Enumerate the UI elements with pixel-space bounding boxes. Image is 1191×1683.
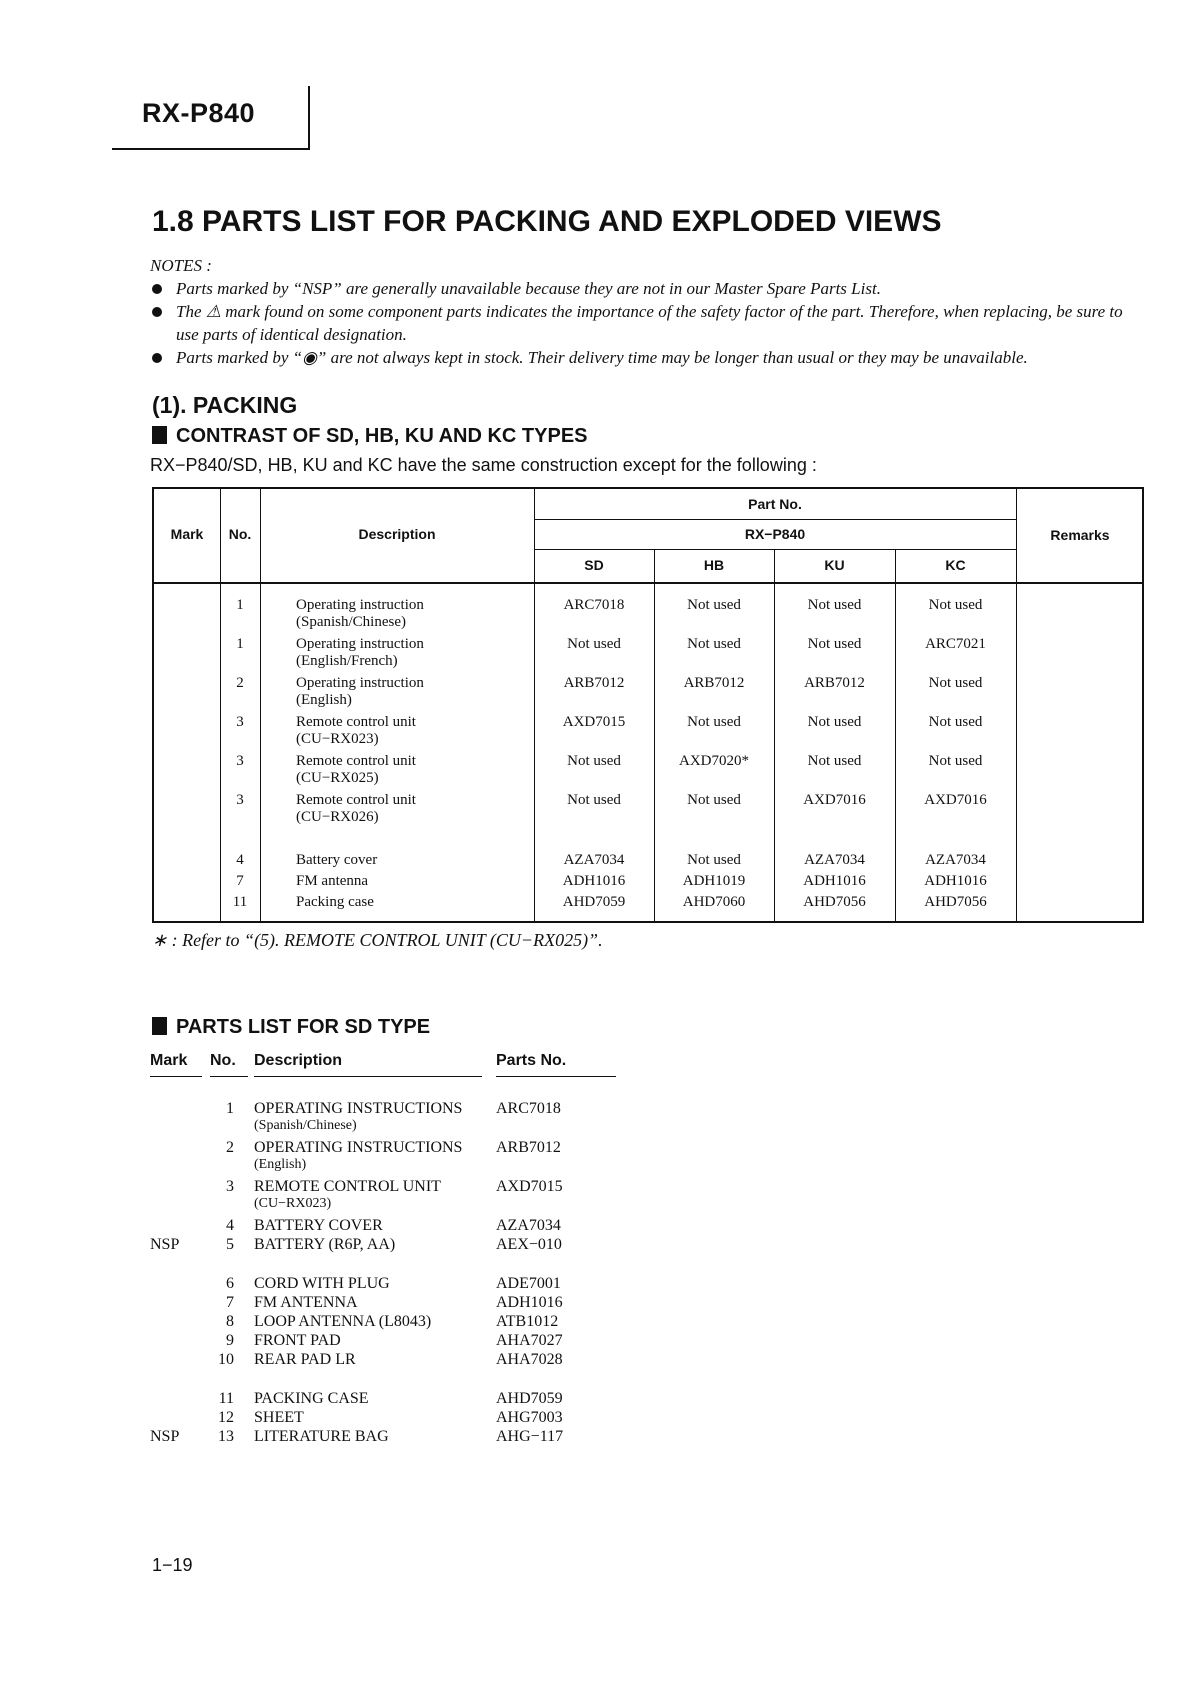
item-no: 8: [226, 1313, 234, 1330]
item-no: 12: [218, 1409, 234, 1426]
desc-line: Operating instruction: [296, 636, 424, 652]
cell-description: Packing case: [296, 894, 374, 910]
sd-header-no: No.: [210, 1052, 248, 1077]
cell-hb: ARB7012: [683, 675, 745, 691]
item-description: [254, 1177, 494, 1212]
cell-no: 1: [236, 636, 244, 652]
item-part-no: AHA7028: [496, 1351, 563, 1368]
notes-label: NOTES :: [150, 256, 212, 275]
item-no: 5: [226, 1236, 234, 1253]
item-part-no: ADH1016: [496, 1294, 563, 1311]
cell-no: 11: [232, 894, 248, 910]
bullet-icon: [152, 353, 162, 363]
cell-description: [296, 753, 526, 787]
item-part-no: ARC7018: [496, 1100, 561, 1117]
square-bullet-icon: [152, 1017, 167, 1035]
item-desc-sub: (English): [254, 1157, 307, 1172]
table-row: [154, 894, 1142, 914]
model-title: RX-P840: [142, 98, 256, 128]
header-kc: KC: [945, 557, 966, 573]
item-part-no: AZA7034: [496, 1217, 561, 1234]
cell-kc: AHD7056: [924, 894, 987, 910]
item-part-no: ARB7012: [496, 1139, 561, 1156]
item-no: 4: [226, 1217, 234, 1234]
list-item: [150, 1293, 620, 1312]
table-row: [154, 675, 1142, 711]
header-sd: SD: [584, 557, 604, 573]
cell-description: [296, 636, 526, 670]
item-part-no: ADE7001: [496, 1275, 561, 1292]
item-no: 13: [218, 1428, 234, 1445]
cell-description: Battery cover: [296, 852, 378, 868]
item-part-no: AEX−010: [496, 1236, 562, 1253]
item-desc-line: OPERATING INSTRUCTIONS: [254, 1100, 463, 1117]
item-description: LITERATURE BAG: [254, 1428, 389, 1445]
contrast-heading-text: CONTRAST OF SD, HB, KU AND KC TYPES: [176, 425, 588, 447]
cell-sd: ARB7012: [563, 675, 625, 691]
header-part-no: Part No.: [748, 496, 802, 512]
desc-line: Operating instruction: [296, 675, 424, 691]
cell-no: 3: [236, 753, 244, 769]
cell-no: 4: [236, 852, 244, 868]
item-description: BATTERY COVER: [254, 1217, 383, 1234]
cell-sd: AXD7015: [562, 714, 626, 730]
desc-sub: (English/French): [296, 653, 398, 669]
item-description: BATTERY (R6P, AA): [254, 1236, 396, 1253]
cell-description: [296, 714, 526, 748]
header-no: No.: [228, 526, 252, 542]
cell-kc: Not used: [928, 714, 983, 730]
item-part-no: AHA7027: [496, 1332, 563, 1349]
note-text: Parts marked by “◉” are not always kept in stock. Their delivery time may be longer than usual or they may be unavailable.: [176, 348, 1028, 367]
item-part-no: AHD7059: [496, 1390, 563, 1407]
header-model: RX−P840: [744, 526, 806, 542]
table-divider: [534, 549, 1016, 550]
item-description: [254, 1099, 494, 1134]
cell-kc: Not used: [928, 675, 983, 691]
item-description: CORD WITH PLUG: [254, 1275, 390, 1292]
cell-hb: Not used: [687, 792, 741, 808]
list-item: [150, 1099, 620, 1135]
note-item: [150, 277, 1140, 300]
header-ku: KU: [824, 557, 845, 573]
cell-ku: Not used: [807, 636, 862, 652]
desc-sub: (CU−RX023): [296, 731, 379, 747]
list-item: [150, 1427, 620, 1446]
section-title: 1.8 PARTS LIST FOR PACKING AND EXPLODED VIEWS: [152, 205, 942, 238]
item-description: PACKING CASE: [254, 1390, 369, 1407]
bullet-icon: [152, 284, 162, 294]
cell-kc: ADH1016: [924, 873, 987, 889]
list-item: [150, 1138, 620, 1174]
list-item: [150, 1408, 620, 1427]
cell-ku: ARB7012: [804, 675, 865, 691]
cell-no: 7: [236, 873, 244, 889]
item-no: 9: [226, 1332, 234, 1349]
item-mark: NSP: [150, 1236, 180, 1253]
item-no: 2: [226, 1139, 234, 1156]
contrast-heading: [152, 425, 588, 448]
item-no: 11: [218, 1390, 234, 1407]
cell-hb: AXD7020*: [679, 753, 749, 769]
cell-description: [296, 792, 526, 826]
list-item: [150, 1177, 620, 1213]
item-description: SHEET: [254, 1409, 304, 1426]
cell-description: FM antenna: [296, 873, 369, 889]
cell-description: [296, 675, 526, 709]
cell-ku: Not used: [807, 597, 862, 613]
cell-hb: AHD7060: [682, 894, 746, 910]
table-row: [154, 792, 1142, 828]
cell-sd: AZA7034: [563, 852, 625, 868]
packing-heading: (1). PACKING: [152, 392, 298, 418]
cell-sd: Not used: [567, 753, 621, 769]
sd-header-description: Description: [254, 1052, 482, 1077]
item-no: 3: [226, 1178, 234, 1195]
cell-hb: Not used: [687, 852, 741, 868]
cell-hb: Not used: [687, 636, 741, 652]
contrast-table: [152, 487, 1144, 923]
desc-sub: (English): [296, 692, 352, 708]
cell-no: 1: [236, 597, 244, 613]
sd-header-parts-no: Parts No.: [496, 1052, 616, 1077]
item-desc-line: REMOTE CONTROL UNIT: [254, 1178, 441, 1195]
model-header-box: [112, 86, 310, 150]
table-divider: [154, 582, 1142, 584]
sd-header-mark: Mark: [150, 1052, 202, 1077]
table-row: [154, 753, 1142, 789]
header-hb: HB: [703, 557, 725, 573]
cell-ku: AHD7056: [803, 894, 866, 910]
bullet-icon: [152, 307, 162, 317]
list-item: [150, 1216, 620, 1235]
item-desc-sub: (Spanish/Chinese): [254, 1118, 357, 1133]
item-part-no: AHG7003: [496, 1409, 563, 1426]
cell-sd: ADH1016: [562, 873, 626, 889]
item-mark: NSP: [150, 1428, 180, 1445]
cell-hb: ADH1019: [682, 873, 746, 889]
item-description: [254, 1138, 494, 1173]
item-no: 1: [226, 1100, 234, 1117]
cell-kc: Not used: [928, 597, 983, 613]
list-item: [150, 1331, 620, 1350]
page-number: 1−19: [152, 1555, 193, 1575]
table-row: [154, 597, 1142, 633]
cell-sd: AHD7059: [562, 894, 626, 910]
table-row: [154, 873, 1142, 893]
cell-ku: Not used: [807, 753, 862, 769]
desc-line: Operating instruction: [296, 597, 424, 613]
list-item: [150, 1274, 620, 1293]
item-description: FM ANTENNA: [254, 1294, 358, 1311]
note-item: [150, 300, 1140, 346]
header-mark: Mark: [170, 526, 204, 542]
item-no: 6: [226, 1275, 234, 1292]
contrast-intro: RX−P840/SD, HB, KU and KC have the same construction except for the following :: [150, 455, 817, 475]
table-divider: [534, 519, 1016, 520]
note-text: Parts marked by “NSP” are generally unavailable because they are not in our Master Spare Parts List.: [176, 279, 881, 298]
desc-sub: (Spanish/Chinese): [296, 614, 406, 630]
cell-hb: Not used: [687, 714, 741, 730]
cell-kc: Not used: [928, 753, 983, 769]
square-bullet-icon: [152, 426, 167, 444]
list-item: [150, 1389, 620, 1408]
desc-line: Remote control unit: [296, 714, 416, 730]
cell-hb: Not used: [687, 597, 741, 613]
item-description: REAR PAD LR: [254, 1351, 356, 1368]
cell-sd: ARC7018: [563, 597, 625, 613]
table-row: [154, 714, 1142, 750]
cell-ku: AXD7016: [803, 792, 866, 808]
item-part-no: ATB1012: [496, 1313, 559, 1330]
cell-no: 3: [236, 714, 244, 730]
desc-sub: (CU−RX026): [296, 809, 379, 825]
item-no: 10: [218, 1351, 234, 1368]
note-text: The ⚠ mark found on some component parts indicates the importance of the safety factor of the part. Therefore, when replacing, be sure to use parts of identical designation.: [176, 302, 1123, 344]
desc-line: Remote control unit: [296, 792, 416, 808]
item-part-no: AHG−117: [496, 1428, 564, 1445]
header-description: Description: [358, 526, 436, 542]
cell-kc: AXD7016: [924, 792, 987, 808]
list-item: [150, 1312, 620, 1331]
sd-list-heading: [152, 1016, 430, 1039]
sd-list-heading-text: PARTS LIST FOR SD TYPE: [176, 1016, 431, 1038]
item-part-no: AXD7015: [496, 1178, 563, 1195]
cell-kc: ARC7021: [925, 636, 986, 652]
list-item: [150, 1235, 620, 1254]
item-desc-sub: (CU−RX023): [254, 1196, 332, 1211]
list-item: [150, 1350, 620, 1369]
cell-kc: AZA7034: [925, 852, 986, 868]
item-description: FRONT PAD: [254, 1332, 341, 1349]
cell-sd: Not used: [567, 636, 621, 652]
notes: [150, 254, 1140, 369]
table-row: [154, 636, 1142, 672]
table-row: [154, 852, 1142, 872]
item-desc-line: OPERATING INSTRUCTIONS: [254, 1139, 463, 1156]
cell-sd: Not used: [567, 792, 621, 808]
cell-ku: Not used: [807, 714, 862, 730]
cell-ku: AZA7034: [804, 852, 865, 868]
header-remarks: Remarks: [1050, 527, 1110, 543]
item-description: LOOP ANTENNA (L8043): [254, 1313, 432, 1330]
cell-no: 2: [236, 675, 244, 691]
desc-line: Remote control unit: [296, 753, 416, 769]
cell-ku: ADH1016: [803, 873, 866, 889]
table-footnote: ∗ : Refer to “(5). REMOTE CONTROL UNIT (CU−RX025)”.: [152, 930, 603, 950]
desc-sub: (CU−RX025): [296, 770, 379, 786]
note-item: [150, 346, 1140, 369]
cell-description: [296, 597, 526, 631]
item-no: 7: [226, 1294, 234, 1311]
cell-no: 3: [236, 792, 244, 808]
